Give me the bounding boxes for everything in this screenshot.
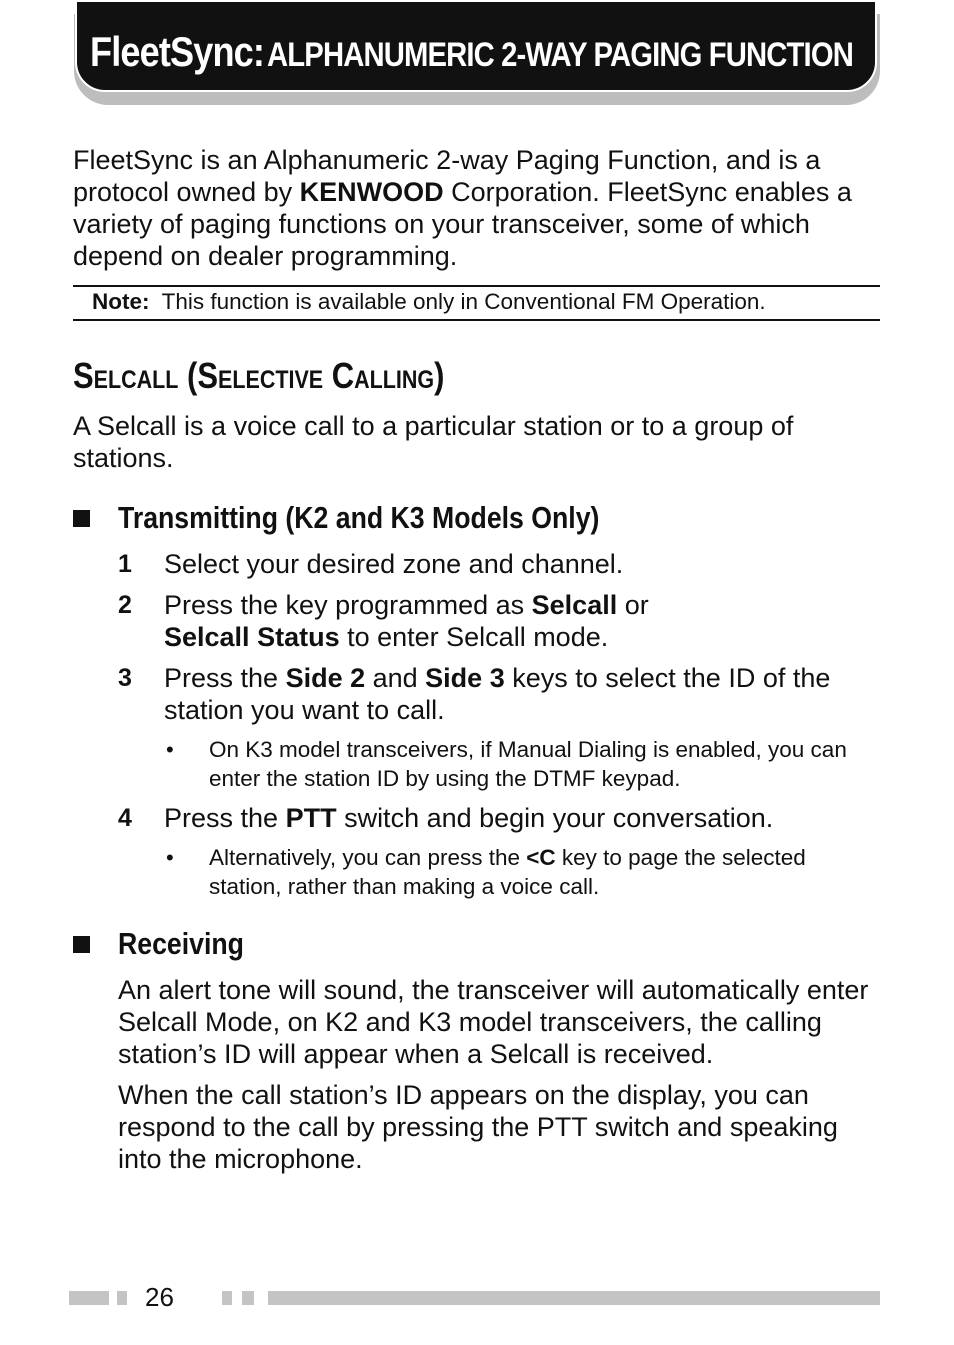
bullet-dot: • xyxy=(166,845,174,870)
step-1-text xyxy=(164,548,874,580)
footer-bar-long xyxy=(268,1291,880,1305)
page-number: 26 xyxy=(145,1282,174,1312)
step-2-t3: to enter Selcall mode. xyxy=(339,622,609,652)
step-3-key-side3: Side 3 xyxy=(425,663,505,693)
step-4-note-t1: Alternatively, you can press the xyxy=(209,845,527,870)
note xyxy=(92,288,766,316)
step-1-t1: Select your desired zone and channel. xyxy=(164,549,624,579)
intro-text-1: FleetSync is an Alphanumeric 2-way Paging Function, and is a protocol owned by xyxy=(73,145,821,207)
page-title xyxy=(90,28,853,84)
step-3-note: On K3 model transceivers, if Manual Dialing is enabled, you can enter the station ID by using the DTMF keypad. xyxy=(209,737,847,791)
subheading-transmitting: Transmitting (K2 and K3 Models Only) xyxy=(118,500,600,535)
bullet-dot: • xyxy=(166,737,174,762)
footer-bar-segment xyxy=(117,1291,127,1305)
note-label: Note: xyxy=(92,289,150,314)
step-3-key-side2: Side 2 xyxy=(285,663,366,693)
step-2-t1: Press the key programmed as xyxy=(164,590,532,620)
step-4-note xyxy=(209,843,874,901)
page-title-rest: ALPHANUMERIC 2-WAY PAGING FUNCTION xyxy=(267,36,853,74)
step-2-key-selcall: Selcall xyxy=(531,590,618,620)
step-number: 1 xyxy=(118,550,132,578)
step-2-key-selcall-status: Selcall Status xyxy=(164,622,340,652)
step-4-note-key: <C xyxy=(526,845,556,870)
step-4-note-t2: key to page the selected station, rather than making a voice call. xyxy=(209,845,806,899)
footer-bar-segment xyxy=(242,1291,254,1305)
section-heading-selcall: Selcall (Selective Calling) xyxy=(73,355,445,396)
intro-text-2: Corporation. FleetSync enables a variety of paging functions on your transceiver, some of which depend on dealer programming. xyxy=(73,177,852,271)
square-bullet-icon xyxy=(73,936,90,953)
step-4-t2: switch and begin your conversation. xyxy=(336,803,774,833)
step-3-t3: keys to select the ID of the station you want to call. xyxy=(164,663,831,725)
selcall-description: A Selcall is a voice call to a particular station or to a group of stations. xyxy=(73,411,794,473)
note-text: This function is available only in Conventional FM Operation. xyxy=(161,289,766,314)
step-4-text xyxy=(164,802,874,834)
page-title-main: FleetSync: xyxy=(90,28,265,75)
intro-paragraph xyxy=(73,144,873,272)
receiving-paragraph-2: When the call station’s ID appears on the display, you can respond to the call by pressing the PTT switch and speaking into the microphone. xyxy=(118,1080,838,1174)
square-bullet-icon xyxy=(73,510,90,527)
step-number: 2 xyxy=(118,591,132,619)
intro-brand: KENWOOD xyxy=(299,177,444,207)
subheading-receiving: Receiving xyxy=(118,926,244,961)
step-number: 4 xyxy=(118,804,132,832)
step-3-text xyxy=(164,662,874,726)
step-2-text xyxy=(164,589,874,653)
step-4-t1: Press the xyxy=(164,803,286,833)
step-3-t2: and xyxy=(365,663,426,693)
step-3-t1: Press the xyxy=(164,663,286,693)
receiving-paragraph-1: An alert tone will sound, the transceiver will automatically enter Selcall Mode, on K2 and K3 model transceivers, the calling station’s ID will appear when a Selcall is received. xyxy=(118,975,869,1069)
step-number: 3 xyxy=(118,664,132,692)
step-2-t2: or xyxy=(617,590,649,620)
footer-bar-segment xyxy=(222,1291,232,1305)
step-4-key-ptt: PTT xyxy=(285,803,337,833)
footer-bar-segment xyxy=(69,1291,109,1305)
